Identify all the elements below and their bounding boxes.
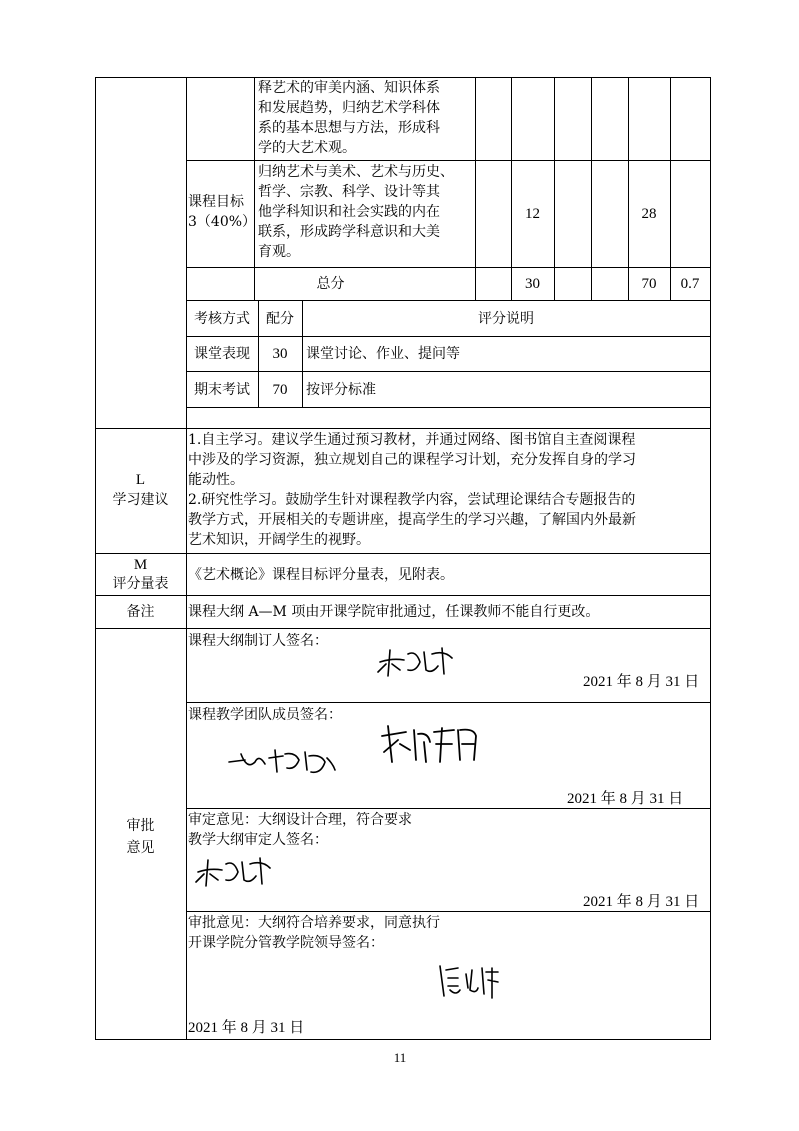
review-opinion: 审定意见：大纲设计合理，符合要求 — [188, 812, 412, 828]
objective3-score-b: 28 — [641, 206, 657, 222]
page-number: 11 — [393, 1050, 407, 1065]
objective3-desc-line: 哲学、宗教、科学、设计等其 — [258, 184, 440, 200]
objective3-desc-line: 他学科知识和社会实践的内在 — [258, 204, 440, 220]
objective-line: 系的基本思想与方法，形成科 — [258, 120, 440, 136]
remarks-text: 课程大纲 A—M 项由开课学院审批通过，任课教师不能自行更改。 — [188, 604, 600, 620]
team-date: 2021 年 8 月 31 日 — [567, 791, 684, 807]
objective3-desc-line: 育观。 — [258, 244, 300, 260]
total-score-a: 30 — [525, 276, 540, 292]
section-l-line: 1.自主学习。建议学生通过预习教材，并通过网络、图书馆自主查阅课程 — [188, 432, 636, 448]
assessment-method: 课堂表现 — [194, 346, 250, 362]
dean-date: 2021 年 8 月 31 日 — [188, 1020, 305, 1036]
total-label: 总分 — [316, 276, 345, 292]
dean-signature-label: 开课学院分管教学院领导签名： — [188, 935, 384, 951]
objective3-label: 课程目标 — [188, 194, 244, 210]
section-m-code: M — [133, 557, 148, 573]
assessment-header-method: 考核方式 — [194, 311, 250, 327]
total-score-b: 70 — [641, 276, 657, 292]
assessment-points: 30 — [272, 346, 288, 362]
reviewer-signature-label: 教学大纲审定人签名： — [188, 832, 328, 848]
objective-line: 释艺术的审美内涵、知识体系 — [258, 80, 440, 96]
assessment-desc: 课堂讨论、作业、提问等 — [306, 346, 460, 362]
drafter-signature — [372, 640, 462, 680]
section-l-line: 2.研究性学习。鼓励学生针对课程教学内容，尝试理论课结合专题报告的 — [188, 492, 636, 508]
objective3-weight: 3（40%） — [188, 214, 257, 230]
drafter-date: 2021 年 8 月 31 日 — [583, 674, 700, 690]
team-signature-label: 课程教学团队成员签名： — [188, 707, 342, 723]
section-m-text: 《艺术概论》课程目标评分量表，见附表。 — [188, 567, 454, 583]
objective3-score-a: 12 — [525, 206, 540, 222]
section-l-title: 学习建议 — [112, 492, 169, 508]
reviewer-signature — [190, 850, 280, 890]
approval-title: 意见 — [126, 840, 155, 856]
drafter-signature-label: 课程大纲制订人签名： — [188, 633, 328, 649]
reviewer-date: 2021 年 8 月 31 日 — [583, 894, 700, 910]
approval-title: 审批 — [126, 818, 155, 834]
section-m-title: 评分量表 — [112, 576, 169, 592]
assessment-desc: 按评分标准 — [306, 382, 376, 398]
team-signature-2 — [378, 722, 488, 766]
dean-signature — [436, 960, 506, 1000]
objective-line: 学的大艺术观。 — [258, 140, 356, 156]
objective-line: 和发展趋势，归纳艺术学科体 — [258, 100, 440, 116]
team-signature-1 — [225, 740, 340, 780]
objective3-desc-line: 联系，形成跨学科意识和大美 — [258, 224, 440, 240]
remarks-title: 备注 — [126, 604, 155, 620]
approval-opinion: 审批意见：大纲符合培养要求，同意执行 — [188, 915, 440, 931]
section-l-line: 能动性。 — [188, 472, 244, 488]
objective3-desc-line: 归纳艺术与美术、艺术与历史、 — [258, 164, 454, 180]
section-l-line: 教学方式，开展相关的专题讲座，提高学生的学习兴趣，了解国内外最新 — [188, 512, 636, 528]
section-l-line: 艺术知识，开阔学生的视野。 — [188, 532, 370, 548]
assessment-header-points: 配分 — [266, 311, 294, 327]
assessment-header-desc: 评分说明 — [478, 311, 534, 327]
section-l-line: 中涉及的学习资源，独立规划自己的课程学习计划，充分发挥自身的学习 — [188, 452, 636, 468]
assessment-method: 期末考试 — [194, 382, 250, 398]
section-l-code: L — [135, 472, 146, 488]
total-ratio: 0.7 — [680, 276, 700, 292]
assessment-points: 70 — [272, 382, 288, 398]
